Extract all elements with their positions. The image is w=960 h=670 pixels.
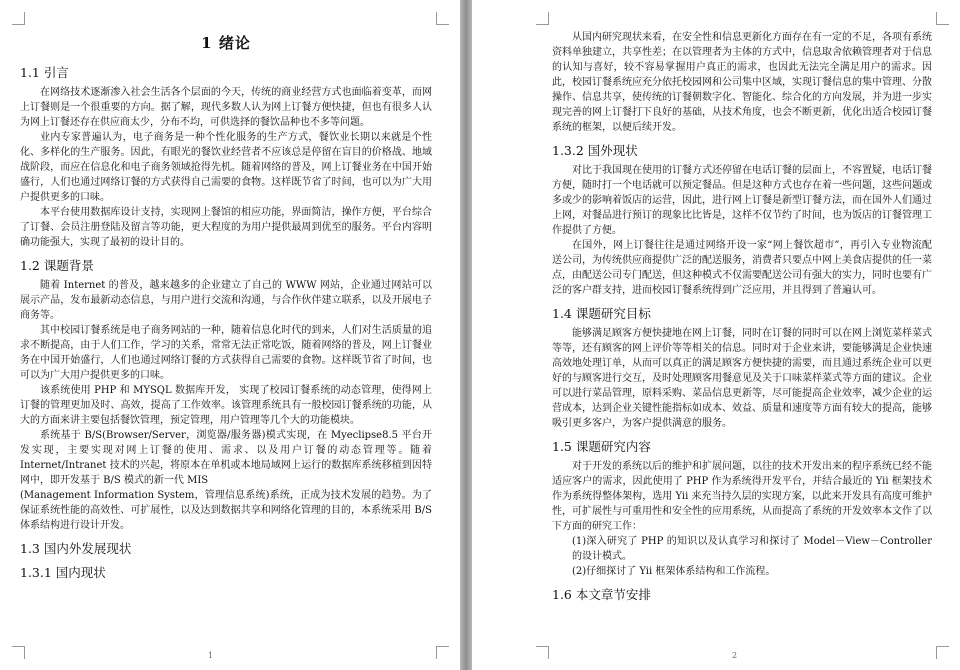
paragraph: (Management Information System，管理信息系统)系统，正成为技术发展的趋势。为了保证系统性能的高效性、可扩展性，以及达到数据共享和网络化管理的目的，本系统采用 B/S 体系结构进行设计开发。	[20, 490, 432, 531]
margin-corner-mark	[436, 646, 449, 659]
chapter-title: 1 绪论	[201, 34, 251, 52]
margin-corner-mark	[12, 12, 25, 25]
section-heading-1-4: 1.4 课题研究目标	[552, 306, 651, 321]
subsection-heading-1-3-2: 1.3.2 国外现状	[552, 143, 638, 158]
section-heading-1-5: 1.5 课题研究内容	[552, 439, 651, 454]
subsection-heading-1-3-1: 1.3.1 国内现状	[20, 565, 106, 580]
section-heading-1-3: 1.3 国内外发展现状	[20, 541, 132, 556]
margin-corner-mark	[536, 12, 549, 25]
section-heading-1-6: 1.6 本文章节安排	[552, 587, 651, 602]
paragraph: 能够满足顾客方便快捷地在网上订餐，同时在订餐的同时可以在网上浏览菜样菜式等等，还有顾客的网上评价等等相关的信息。同时对于企业来讲，要能够满足企业快速高效地处理订单，从而可以真正的满足顾客方便快捷的需要，而且通过系统企业可以更好的与顾客进行交互，及时处理顾客用餐意见及关于口味菜样菜式等方面的建议。企业可以进行菜品管理，原料采购、菜品信息更新等，尽可能提高企业效率，减少企业的运营成本，达到企业关键性能指标如成本、效益、质量和速度等方面有较大的提高，能够吸引更多客户，为客户提供满意的服务。	[552, 328, 932, 429]
paragraph: 其中校园订餐系统是电子商务网站的一种，随着信息化时代的到来，人们对生活质量的追求不断提高，由于人们工作，学习的关系，常常无法正常吃饭，随着网络的普及，网上订餐业务在中国开始盛行，人们也通过网络订餐的方式获得自己需要的食物。这样既节省了时间，也可以为广大用户提供更多的口味。	[20, 325, 432, 381]
paragraph: 对比于我国现在使用的订餐方式还停留在电话订餐的层面上，不容置疑，电话订餐方便，随时打一个电话就可以预定餐品。但是这种方式也存在着一些问题，这些问题或多或少的影响着饭店的运营，因此，进行网上订餐是新型订餐方法，而在国外人们通过上网，对餐品进行预订的现象比比皆是，这样不仅节约了时间，也为饭店的订餐管理工作提供了方便。	[552, 165, 932, 236]
paragraph: 本平台使用数据库设计支持，实现网上餐馆的相应功能，界面简洁，操作方便，平台综合了订餐、会员注册登陆及留言等功能，更大程度的为用户提供最周到优至的服务。平台内容明确功能强大，实现了最初的设计目的。	[20, 207, 432, 248]
page-number: 1	[208, 651, 214, 660]
paragraph: 随着 Internet 的普及，越来越多的企业建立了自己的 WWW 网站，企业通过网站可以展示产品，发布最新动态信息，与用户进行交流和沟通，与合作伙伴建立联系，以及开展电子商务等。	[20, 280, 432, 321]
margin-corner-mark	[936, 646, 949, 659]
list-item: (2)仔细探讨了 Yii 框架体系结构和工作流程。	[572, 566, 776, 577]
document-page-2	[472, 0, 960, 670]
paragraph: 系统基于 B/S(Browser/Server，浏览器/服务器)模式实现，在 Myeclipse8.5 平台开发实现，主要实现对网上订餐的使用、需求、以及用户订餐的动态管理等。随着Internet/Intranet 技术的兴起，将原本在单机或本地局域网上运行的数据库系统移植到因特网中，即开发基于 B/S 模式的新一代 MIS	[20, 430, 432, 486]
section-heading-1-2: 1.2 课题背景	[20, 258, 94, 273]
margin-corner-mark	[436, 12, 449, 25]
page-2-content	[552, 30, 932, 607]
page-number: 2	[732, 651, 738, 660]
margin-corner-mark	[936, 12, 949, 25]
margin-corner-mark	[536, 646, 549, 659]
paragraph: 对于开发的系统以后的维护和扩展问题，以往的技术开发出来的程序系统已经不能适应客户的需求，因此使用了 PHP 作为系统得开发平台，并结合最近的 Yii 框架技术作为系统得整体架构，选用 Yii 来充当持久层的实现方案，以此来开发具有高度可维护性，可扩展性与可重用性和安全性的应用系统，从而提高了系统的开发效率本文作了以下方面的研究工作：	[552, 461, 932, 532]
document-page-1	[0, 0, 460, 670]
paragraph: 在网络技术逐渐渗入社会生活各个层面的今天，传统的商业经营方式也面临着变革，而网上订餐则是一个很重要的方向。据了解，现代多数人认为网上订餐方便快捷，但也有很多人认为网上订餐还存在供应商太少，分布不均，可供选择的餐饮品种也不多等问题。	[20, 87, 432, 128]
page-1-content	[20, 32, 432, 585]
paragraph: 业内专家普遍认为，电子商务是一种个性化服务的生产方式，餐饮业长期以来就是个性化、多样化的生产服务。因此，有眼光的餐饮业经营者不应该总是停留在盲目的价格战、地域战阶段，而应在信息化和电子商务领域抢得先机。随着网络的普及，网上订餐业务在中国开始盛行，人们也通过网络订餐的方式获得自己需要的食物。这样既节省了时间，也可以为广大用户提供更多的口味。	[20, 132, 432, 203]
margin-corner-mark	[12, 646, 25, 659]
section-heading-1-1: 1.1 引言	[20, 65, 69, 80]
paragraph: 在国外，网上订餐往往是通过网络开设一家“网上餐饮超市”，再引入专业物流配送公司，为传统供应商提供广泛的配送服务，消费者只要点中网上美食店提供的任一菜点，由配送公司专门配送，但这种模式不仅需要配送公司有强大的实力，同时也要有广泛的客户群支持，进而校园订餐系统得到广泛应用，并且得到了普遍认可。	[552, 240, 932, 296]
page-gutter	[460, 0, 472, 670]
paragraph: 从国内研究现状来看，在安全性和信息更新化方面存在有一定的不足，各项有系统资料单独建立，共享性差；在以管理者为主体的方式中，信息取舍依赖管理者对于信息的认知与喜好，较不容易掌握用户真正的需求，也因此无法完全满足用户的需求。因此，校园订餐系统应充分依托校园网和公司集中区域，实现订餐信息的集中管理、分散操作、信息共享，使传统的订餐朝数字化、智能化、综合化的方向发展，并为进一步实现完善的网上订餐打下良好的基础，从技术角度，也会不断更新，优化出适合校园订餐系统的框架，以便后续开发。	[552, 32, 932, 133]
list-item: (1)深入研究了 PHP 的知识以及认真学习和探讨了 Model－View－Controller 的设计模式。	[572, 536, 932, 562]
paragraph: 该系统使用 PHP 和 MYSQL 数据库开发， 实现了校园订餐系统的动态管理，使得网上订餐的管理更加及时、高效，提高了工作效率。该管理系统具有一般校园订餐系统的功能，从大的方面来讲主要包括餐饮管理，预定管理，用户管理等几个大的功能模块。	[20, 385, 432, 426]
